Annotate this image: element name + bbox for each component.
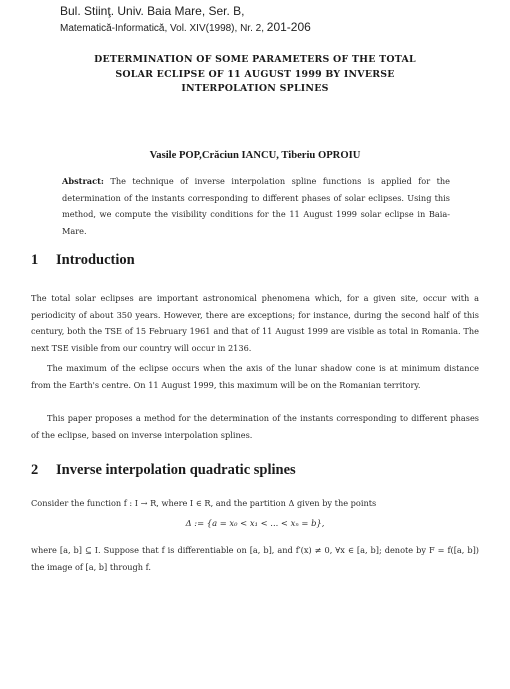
title-line: DETERMINATION OF SOME PARAMETERS OF THE TOTAL [94,54,416,65]
title-line: INTERPOLATION SPLINES [181,83,329,94]
journal-citation-line2 [60,20,311,34]
author-list: Vasile POP,Crăciun IANCU, Tiberiu OPROIU [149,150,361,161]
abstract [62,173,450,239]
journal-citation-line1: Bul. Stiinţ. Univ. Baia Mare, Ser. B, [60,4,245,18]
section-heading [31,462,296,479]
section-title: Introduction [56,252,135,268]
section-title: Inverse interpolation quadratic splines [56,462,296,478]
journal-volume: Matematică-Informatică, Vol. XIV(1998), Nr. 2, [60,23,264,34]
abstract-label: Abstract: [62,176,104,186]
section-number: 1 [31,252,39,268]
paragraph: This paper proposes a method for the determination of the instants corresponding to different phases of the eclipse, based on inverse interpolation splines. [31,413,479,440]
journal-pages: 201-206 [266,20,311,34]
section-heading [31,252,135,269]
paragraph: The maximum of the eclipse occurs when the axis of the lunar shadow cone is at minimum distance from the Earth's centre. On 11 August 1999, this maximum will be on the Romanian territory. [31,363,479,390]
section-number: 2 [31,462,39,478]
partition-formula: Δ := {a = x₀ < x₁ < ... < xₙ = b}, [185,518,325,528]
paragraph: Consider the function f : I → R, where I ∈ R, and the partition Δ given by the points [31,498,377,508]
paragraph: The total solar eclipses are important astronomical phenomena which, for a given site, occur with a periodicity of about 350 years. However, there are exceptions; for instance, during the second half of this century, both the TSE of 15 February 1961 and that of 11 August 1999 are visible as total in Romania. The next TSE visible from our country will occur in 2136. [31,293,479,353]
title-line: SOLAR ECLIPSE OF 11 AUGUST 1999 BY INVERSE [115,68,395,80]
paragraph: where [a, b] ⊆ I. Suppose that f is differentiable on [a, b], and f′(x) ≠ 0, ∀x ∈ [a, b]; denote by F = f([a, b]) the image of [a, b] through f. [31,545,479,572]
paper-title [60,53,450,97]
abstract-text: The technique of inverse interpolation spline functions is applied for the determination of the instants corresponding to different phases of solar eclipses. Using this method, we compute the visibility conditions for the 11 August 1999 solar eclipse in Baia-Mare. [62,176,451,236]
